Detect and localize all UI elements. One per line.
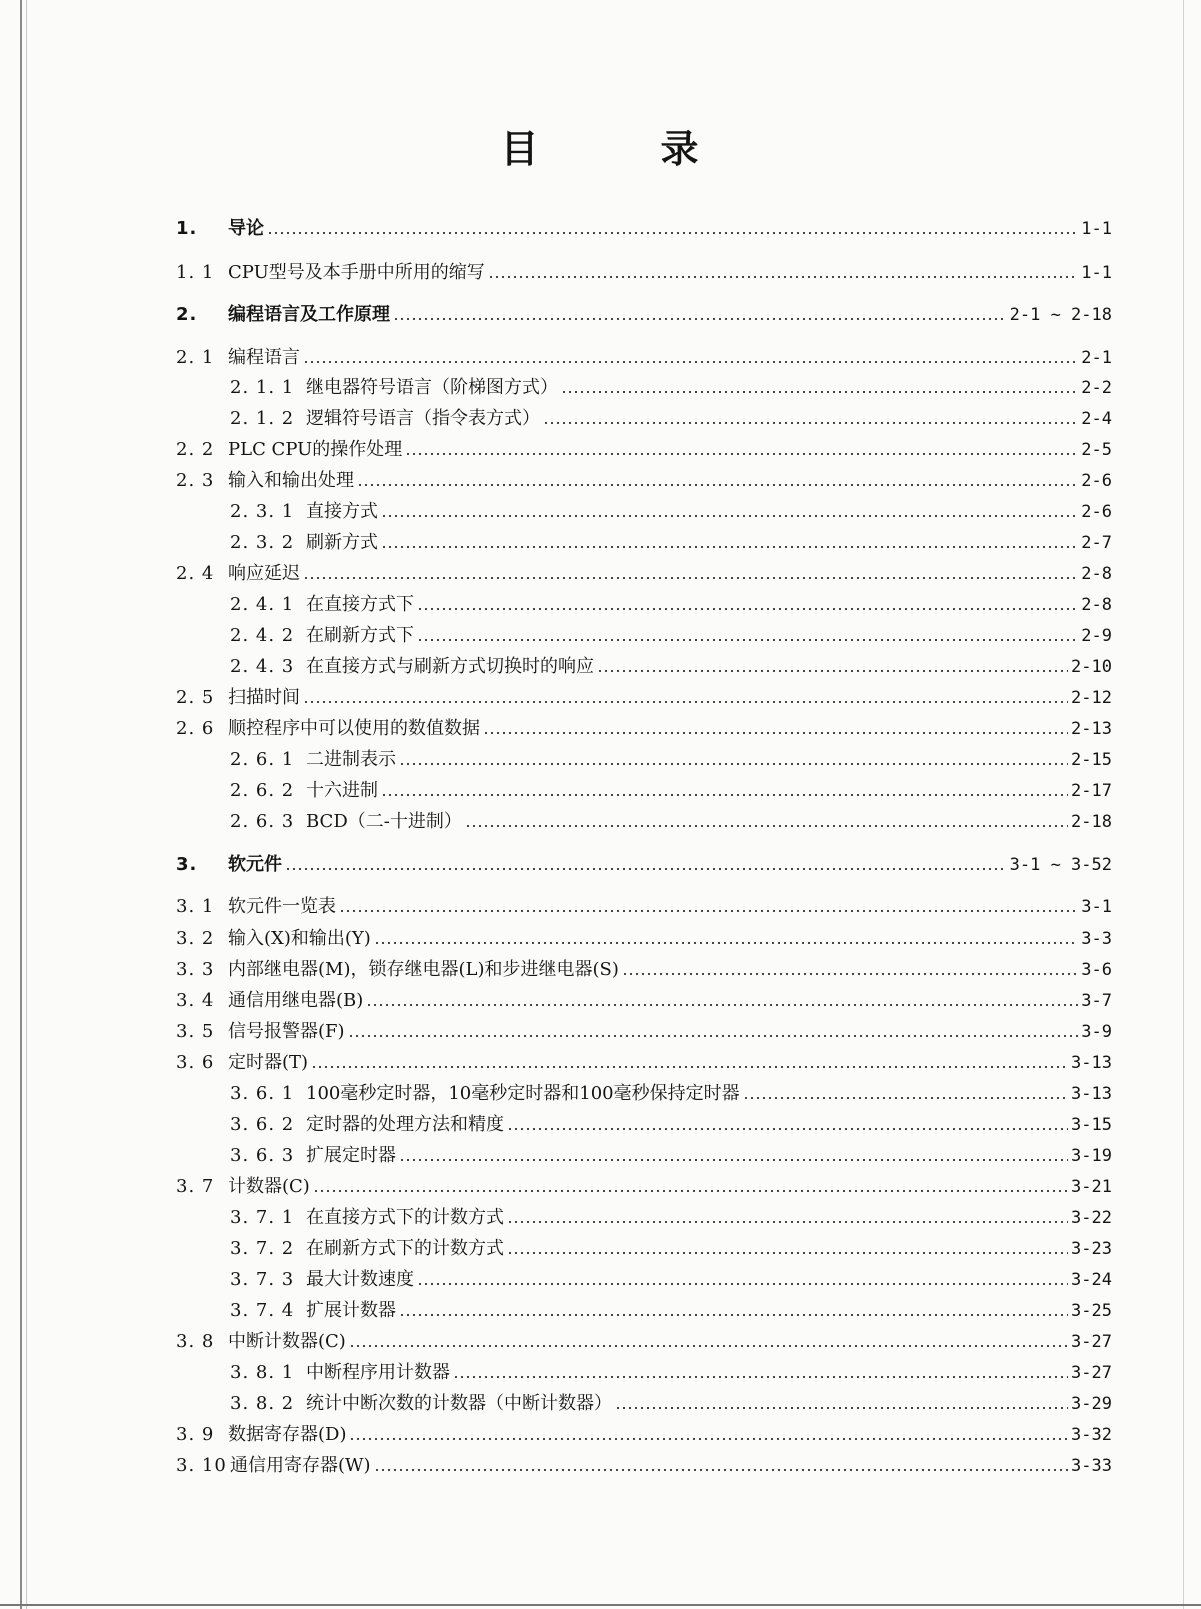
toc-entry-number: 1. 1 bbox=[176, 262, 215, 283]
toc-leader-dots bbox=[374, 942, 1078, 944]
toc-entry-title: BCD（二-十进制） bbox=[306, 811, 462, 832]
toc-entry-title: 响应延迟 bbox=[228, 563, 300, 584]
toc-entry-number: 3. 7. 1 bbox=[230, 1207, 295, 1228]
toc-entry-number: 2. 3 bbox=[176, 470, 215, 491]
toc-entry-title: 二进制表示 bbox=[306, 749, 396, 770]
toc-entry-page: 3-29 bbox=[1071, 1394, 1112, 1414]
toc-leader-dots bbox=[393, 318, 1007, 320]
toc-leader-dots bbox=[303, 577, 1078, 579]
toc-entry-number: 2. 1 bbox=[176, 347, 215, 368]
toc-entry-number: 2. 4 bbox=[176, 563, 215, 584]
toc-entry-page: 2-5 bbox=[1081, 440, 1112, 460]
toc-leader-dots bbox=[349, 1438, 1068, 1440]
toc-entry bbox=[230, 524, 1112, 552]
toc-entry bbox=[176, 296, 1112, 324]
toc-leader-dots bbox=[366, 1004, 1078, 1006]
toc-entry-number: 2. 3. 1 bbox=[230, 501, 295, 522]
toc-entry-title: 内部继电器(M)，锁存继电器(L)和步进继电器(S) bbox=[228, 959, 619, 980]
toc-entry-title: 扩展定时器 bbox=[306, 1145, 396, 1166]
toc-entry-number: 3. 7. 4 bbox=[230, 1300, 295, 1321]
toc-entry bbox=[230, 1230, 1112, 1258]
toc-entry-title: 信号报警器(F) bbox=[228, 1021, 345, 1042]
toc-leader-dots bbox=[374, 1469, 1069, 1471]
toc-entry bbox=[176, 1044, 1112, 1072]
toc-leader-dots bbox=[285, 868, 1007, 870]
toc-entry-title: 在刷新方式下 bbox=[306, 625, 414, 646]
toc-entry bbox=[230, 803, 1112, 831]
toc-entry-page: 3-25 bbox=[1071, 1301, 1112, 1321]
toc-entry-title: 定时器(T) bbox=[228, 1052, 309, 1073]
toc-entry bbox=[176, 1168, 1112, 1196]
toc-entry-number: 3. 5 bbox=[176, 1021, 215, 1042]
toc-entry-page: 1-1 bbox=[1081, 263, 1112, 283]
toc-entry-page: 3-33 bbox=[1071, 1456, 1112, 1476]
toc-entry-number: 2. 2 bbox=[176, 439, 215, 460]
toc-entry-page: 2-12 bbox=[1071, 688, 1112, 708]
toc-leader-dots bbox=[303, 361, 1078, 363]
toc-entry bbox=[176, 339, 1112, 367]
toc-entry-page: 3-21 bbox=[1071, 1177, 1112, 1197]
toc-entry-title: 十六进制 bbox=[306, 780, 378, 801]
toc-entry bbox=[230, 1137, 1112, 1165]
toc-leader-dots bbox=[507, 1128, 1068, 1130]
toc-entry-page: 3-13 bbox=[1071, 1084, 1112, 1104]
toc-leader-dots bbox=[453, 1376, 1068, 1378]
toc-entry bbox=[230, 1354, 1112, 1382]
toc-entry-title: 刷新方式 bbox=[306, 532, 378, 553]
toc-leader-dots bbox=[417, 1283, 1068, 1285]
toc-entry-page: 3-1 ~ 3-52 bbox=[1009, 855, 1112, 875]
toc-leader-dots bbox=[743, 1097, 1068, 1099]
toc-leader-dots bbox=[405, 453, 1078, 455]
toc-entry bbox=[230, 586, 1112, 614]
toc-entry-title: 导论 bbox=[228, 218, 264, 239]
toc-entry-title: 编程语言 bbox=[228, 347, 300, 368]
toc-entry-page: 2-2 bbox=[1081, 378, 1112, 398]
toc-entry-number: 3. 8. 1 bbox=[230, 1362, 295, 1383]
toc-entry bbox=[176, 1323, 1112, 1351]
toc-entry-page: 2-17 bbox=[1071, 781, 1112, 801]
toc-entry bbox=[176, 555, 1112, 583]
toc-entry bbox=[176, 679, 1112, 707]
toc-entry bbox=[230, 741, 1112, 769]
toc-entry-page: 2-15 bbox=[1071, 750, 1112, 770]
toc-entry-number: 3. 4 bbox=[176, 990, 215, 1011]
toc-entry-title: 继电器符号语言（阶梯图方式） bbox=[306, 377, 558, 398]
toc-leader-dots bbox=[488, 276, 1079, 278]
toc-entry bbox=[230, 1199, 1112, 1227]
toc-leader-dots bbox=[357, 484, 1078, 486]
toc-leader-dots bbox=[561, 391, 1078, 393]
toc-leader-dots bbox=[267, 232, 1078, 234]
toc-entry-number: 3. 3 bbox=[176, 959, 215, 980]
toc-entry-number: 2. 6. 3 bbox=[230, 811, 295, 832]
toc-leader-dots bbox=[507, 1252, 1068, 1254]
toc-entry-title: 扩展计数器 bbox=[306, 1300, 396, 1321]
toc-entry-page: 1-1 bbox=[1081, 219, 1112, 239]
toc-entry-page: 2-18 bbox=[1071, 812, 1112, 832]
toc-leader-dots bbox=[465, 825, 1068, 827]
toc-entry bbox=[230, 1106, 1112, 1134]
toc-entry-number: 3. 6 bbox=[176, 1052, 215, 1073]
toc-entry bbox=[230, 617, 1112, 645]
toc-entry-page: 2-8 bbox=[1081, 595, 1112, 615]
toc-entry bbox=[230, 772, 1112, 800]
toc-entry-number: 3. 10 bbox=[176, 1455, 227, 1476]
toc-entry-title: CPU型号及本手册中所用的缩写 bbox=[228, 262, 485, 283]
toc-entry-page: 3-9 bbox=[1081, 1022, 1112, 1042]
toc-entry bbox=[176, 431, 1112, 459]
toc-leader-dots bbox=[303, 701, 1068, 703]
toc-entry-number: 2. 6. 2 bbox=[230, 780, 295, 801]
toc-entry-page: 2-13 bbox=[1071, 719, 1112, 739]
toc-leader-dots bbox=[311, 1066, 1068, 1068]
toc-entry-title: 软元件 bbox=[228, 854, 282, 875]
toc-entry-number: 3. 8 bbox=[176, 1331, 215, 1352]
toc-entry-title: 扫描时间 bbox=[228, 687, 300, 708]
toc-entry-number: 2. 6 bbox=[176, 718, 215, 739]
toc-entry-title: 逻辑符号语言（指令表方式） bbox=[306, 408, 540, 429]
toc-entry-page: 3-22 bbox=[1071, 1208, 1112, 1228]
toc-entry-title: 数据寄存器(D) bbox=[228, 1424, 347, 1445]
toc-leader-dots bbox=[381, 515, 1078, 517]
toc-leader-dots bbox=[399, 1159, 1068, 1161]
toc-entry bbox=[230, 400, 1112, 428]
toc-entry-number: 3. 6. 2 bbox=[230, 1114, 295, 1135]
toc-entry-number: 3. 9 bbox=[176, 1424, 215, 1445]
toc-entry-number: 2. 3. 2 bbox=[230, 532, 295, 553]
toc-entry-number: 3. 2 bbox=[176, 928, 215, 949]
toc-entry-number: 3. 7. 3 bbox=[230, 1269, 295, 1290]
toc-entry-page: 2-8 bbox=[1081, 564, 1112, 584]
toc-entry-number: 3. 1 bbox=[176, 896, 215, 917]
toc-entry-title: 在直接方式下的计数方式 bbox=[306, 1207, 504, 1228]
toc-entry bbox=[176, 951, 1112, 979]
toc-entry bbox=[176, 254, 1112, 282]
toc-entry-title: PLC CPU的操作处理 bbox=[228, 439, 403, 460]
toc-leader-dots bbox=[399, 763, 1068, 765]
toc-entry bbox=[230, 1075, 1112, 1103]
toc-entry-title: 在刷新方式下的计数方式 bbox=[306, 1238, 504, 1259]
toc-entry-page: 2-1 ~ 2-18 bbox=[1009, 305, 1112, 325]
toc-entry-title: 最大计数速度 bbox=[306, 1269, 414, 1290]
toc-entry-page: 3-32 bbox=[1071, 1425, 1112, 1445]
toc-entry bbox=[176, 920, 1112, 948]
toc-entry-number: 1. bbox=[176, 218, 198, 239]
toc-entry-page: 3-24 bbox=[1071, 1270, 1112, 1290]
toc-leader-dots bbox=[349, 1345, 1068, 1347]
toc-entry bbox=[176, 210, 1112, 238]
toc-entry-title: 计数器(C) bbox=[228, 1176, 310, 1197]
toc-entry bbox=[176, 462, 1112, 490]
toc-entry bbox=[176, 1013, 1112, 1041]
toc-entry bbox=[230, 369, 1112, 397]
toc-entry bbox=[230, 1385, 1112, 1413]
toc-entry bbox=[176, 846, 1112, 874]
toc-entry bbox=[176, 1416, 1112, 1444]
toc-entry-number: 3. 6. 3 bbox=[230, 1145, 295, 1166]
toc-entry bbox=[230, 648, 1112, 676]
toc-entry-page: 3-3 bbox=[1081, 929, 1112, 949]
toc-entry bbox=[176, 888, 1112, 916]
toc-entry bbox=[176, 982, 1112, 1010]
toc-entry-title: 中断程序用计数器 bbox=[306, 1362, 450, 1383]
toc-entry-page: 3-1 bbox=[1081, 897, 1112, 917]
toc-entry-page: 2-10 bbox=[1071, 657, 1112, 677]
toc-entry-page: 3-15 bbox=[1071, 1115, 1112, 1135]
toc-entry-page: 2-4 bbox=[1081, 409, 1112, 429]
toc-entry-title: 定时器的处理方法和精度 bbox=[306, 1114, 504, 1135]
toc-entry-number: 3. 7. 2 bbox=[230, 1238, 295, 1259]
toc-entry-number: 2. 5 bbox=[176, 687, 215, 708]
toc-entry-number: 3. bbox=[176, 854, 198, 875]
toc-leader-dots bbox=[339, 910, 1078, 912]
toc-entry bbox=[176, 1447, 1112, 1475]
toc-leader-dots bbox=[313, 1190, 1068, 1192]
toc-entry-number: 3. 6. 1 bbox=[230, 1083, 295, 1104]
toc-leader-dots bbox=[348, 1035, 1079, 1037]
toc-entry-page: 3-13 bbox=[1071, 1053, 1112, 1073]
toc-entry-page: 2-6 bbox=[1081, 502, 1112, 522]
toc-entry-number: 2. 4. 3 bbox=[230, 656, 295, 677]
toc-entry-page: 3-23 bbox=[1071, 1239, 1112, 1259]
toc-entry-title: 软元件一览表 bbox=[228, 896, 336, 917]
toc-entry bbox=[230, 493, 1112, 521]
toc-entry-number: 3. 7 bbox=[176, 1176, 215, 1197]
toc-entry-number: 2. 4. 1 bbox=[230, 594, 295, 615]
toc-entry-page: 2-6 bbox=[1081, 471, 1112, 491]
toc-entry-page: 3-7 bbox=[1081, 991, 1112, 1011]
toc-entry-page: 3-27 bbox=[1071, 1332, 1112, 1352]
toc-entry-title: 编程语言及工作原理 bbox=[228, 304, 390, 325]
toc-entry-title: 在直接方式与刷新方式切换时的响应 bbox=[306, 656, 594, 677]
toc-leader-dots bbox=[381, 546, 1078, 548]
toc-entry-page: 3-6 bbox=[1081, 960, 1112, 980]
toc-leader-dots bbox=[622, 973, 1078, 975]
toc-entry-title: 统计中断次数的计数器（中断计数器） bbox=[306, 1393, 612, 1414]
toc-entry-page: 3-27 bbox=[1071, 1363, 1112, 1383]
toc-entry-title: 中断计数器(C) bbox=[228, 1331, 346, 1352]
toc-leader-dots bbox=[483, 732, 1068, 734]
toc-entry-number: 2. 4. 2 bbox=[230, 625, 295, 646]
toc-leader-dots bbox=[543, 422, 1078, 424]
toc-leader-dots bbox=[507, 1221, 1068, 1223]
toc-entry-title: 输入(X)和输出(Y) bbox=[228, 928, 371, 949]
toc-entry bbox=[176, 710, 1112, 738]
toc-leader-dots bbox=[615, 1407, 1068, 1409]
toc-entry-page: 2-9 bbox=[1081, 626, 1112, 646]
toc-entry-number: 2. 1. 2 bbox=[230, 408, 295, 429]
toc-entry-page: 3-19 bbox=[1071, 1146, 1112, 1166]
toc-leader-dots bbox=[417, 608, 1078, 610]
toc-leader-dots bbox=[597, 670, 1068, 672]
toc-leader-dots bbox=[381, 794, 1068, 796]
page-title-char-1: 目 bbox=[500, 127, 541, 171]
toc-entry-title: 100毫秒定时器，10毫秒定时器和100毫秒保持定时器 bbox=[306, 1083, 740, 1104]
toc-entry-page: 2-1 bbox=[1081, 348, 1112, 368]
toc-entry-title: 顺控程序中可以使用的数值数据 bbox=[228, 718, 480, 739]
toc-entry-title: 通信用继电器(B) bbox=[228, 990, 364, 1011]
toc-entry-number: 2. 1. 1 bbox=[230, 377, 295, 398]
toc-leader-dots bbox=[399, 1314, 1068, 1316]
toc-entry-title: 通信用寄存器(W) bbox=[230, 1455, 371, 1476]
toc-entry-number: 2. 6. 1 bbox=[230, 749, 295, 770]
toc-leader-dots bbox=[417, 639, 1078, 641]
toc-entry bbox=[230, 1261, 1112, 1289]
toc-entry-number: 3. 8. 2 bbox=[230, 1393, 295, 1414]
toc-entry-title: 直接方式 bbox=[306, 501, 378, 522]
toc-entry-title: 在直接方式下 bbox=[306, 594, 414, 615]
toc-entry bbox=[230, 1292, 1112, 1320]
toc-entry-number: 2. bbox=[176, 304, 198, 325]
page-title-char-2: 录 bbox=[660, 127, 701, 171]
toc-entry-title: 输入和输出处理 bbox=[228, 470, 354, 491]
toc-entry-page: 2-7 bbox=[1081, 533, 1112, 553]
